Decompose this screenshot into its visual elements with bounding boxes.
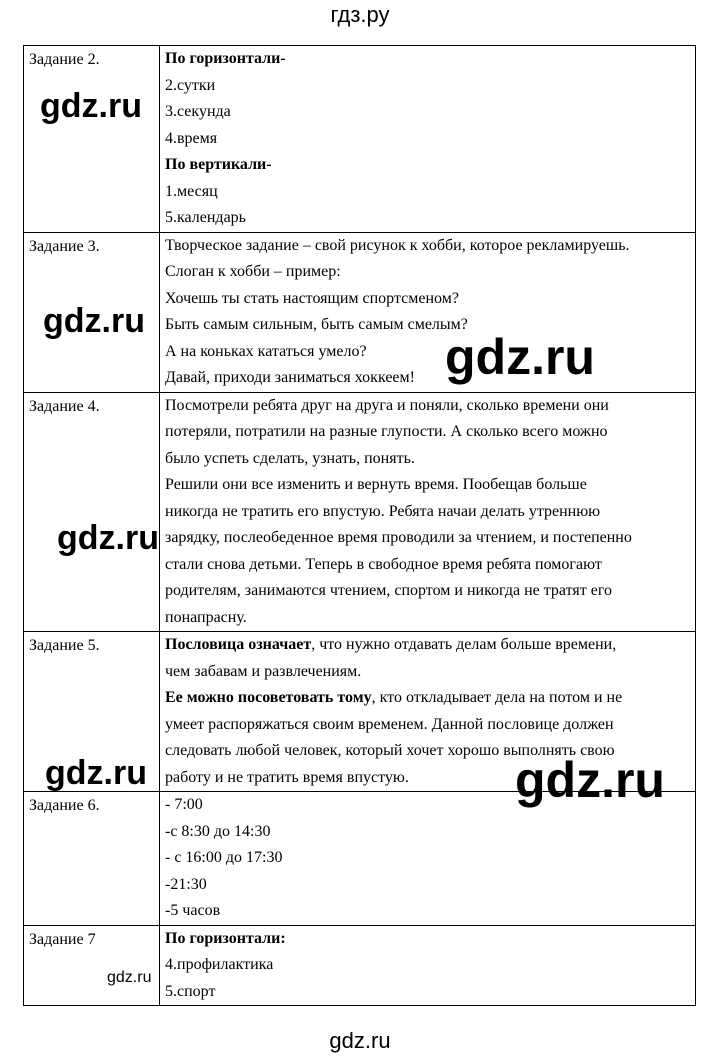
text-line: никогда не тратить его впустую. Ребята начаи делать утреннюю <box>165 502 601 520</box>
text-line: потеряли, потратили на разные глупости. А сколько всего можно <box>165 423 608 440</box>
answer-line: 5.спорт <box>165 982 216 1000</box>
heading-vertical: По вертикали- <box>165 156 272 173</box>
task-label: Задание 7 <box>24 925 160 1006</box>
text-line: Творческое задание – свой рисунок к хобби, которое рекламируешь. <box>165 236 630 254</box>
text-line: Решили они все изменить и вернуть время. Пообещав больше <box>165 476 587 493</box>
text-line: Слоган к хобби – пример: <box>165 263 341 280</box>
answer-line: 1.месяц <box>165 182 218 200</box>
text-fragment: , что нужно отдавать делам больше времени, <box>311 636 617 653</box>
schedule-line: - с 16:00 до 17:30 <box>165 849 283 866</box>
text-line: чем забавам и развлечениям. <box>165 662 362 680</box>
text-line: умеет распоряжаться своим временем. Данной пословице должен <box>165 715 614 733</box>
text-line: А на коньках кататься умело? <box>165 342 367 360</box>
table-row <box>24 46 696 233</box>
schedule-line: -с 8:30 до 14:30 <box>165 822 271 840</box>
task-content <box>160 392 696 632</box>
text-line: было успеть сделать, узнать, понять. <box>165 449 415 467</box>
site-footer: gdz.ru <box>329 1028 391 1053</box>
site-header: гдз.ру <box>330 2 390 27</box>
text-line: Быть самым сильным, быть самым смелым? <box>165 316 468 333</box>
answer-line: 5.календарь <box>165 209 246 226</box>
watermark: gdz.ru <box>40 87 142 125</box>
text-line <box>165 632 691 659</box>
text-line: стали снова детьми. Теперь в свободное время ребята помогают <box>165 555 602 573</box>
answer-line: 3.секунда <box>165 103 231 120</box>
text-line <box>165 685 691 712</box>
table-row <box>24 392 696 632</box>
text-fragment: , кто откладывает дела на потом и не <box>371 689 623 706</box>
schedule-line: - 7:00 <box>165 796 203 813</box>
text-line: Посмотрели ребята друг на друга и поняли, сколько времени они <box>165 396 609 414</box>
watermark: gdz.ru <box>445 329 595 385</box>
answer-line: 2.сутки <box>165 76 216 94</box>
task-label: Задание 6. <box>24 792 160 926</box>
task-content <box>160 925 696 1006</box>
task-content <box>160 46 696 233</box>
task-label: Задание 4. <box>24 392 160 632</box>
watermark: gdz.ru <box>515 752 665 808</box>
task-label: Задание 3. <box>24 232 160 392</box>
text-line: понапрасну. <box>165 608 247 626</box>
watermark: gdz.ru <box>45 754 147 792</box>
watermark: gdz.ru <box>57 519 159 557</box>
text-line: зарядку, послеобеденное время проводили за чтением, и постепенно <box>165 529 632 546</box>
table-row <box>24 925 696 1006</box>
heading-horizontal: По горизонтали: <box>165 929 286 947</box>
text-line: работу и не тратить время впустую. <box>165 768 409 786</box>
text-line: следовать любой человек, который хочет хорошо выполнять свою <box>165 742 615 759</box>
schedule-line: -21:30 <box>165 875 207 893</box>
text-line: Давай, приходи заниматься хоккеем! <box>165 369 415 386</box>
task-label: Задание 2. <box>24 46 160 233</box>
answer-line: 4.время <box>165 129 218 147</box>
task-label: Задание 5. <box>24 632 160 792</box>
task-content <box>160 232 696 392</box>
text-line: Хочешь ты стать настоящим спортсменом? <box>165 289 459 307</box>
bold-phrase: Пословица означает <box>165 636 312 653</box>
heading-horizontal: По горизонтали- <box>165 50 286 67</box>
table-row <box>24 792 696 926</box>
text-line: родителям, занимаются чтением, спортом и никогда не тратят его <box>165 582 612 599</box>
watermark: gdz.ru <box>107 969 152 986</box>
bold-phrase: Ее можно посоветовать тому <box>165 689 372 706</box>
schedule-line: -5 часов <box>165 902 221 919</box>
answer-line: 4.профилактика <box>165 956 274 973</box>
task-content <box>160 792 696 926</box>
watermark: gdz.ru <box>43 302 145 340</box>
